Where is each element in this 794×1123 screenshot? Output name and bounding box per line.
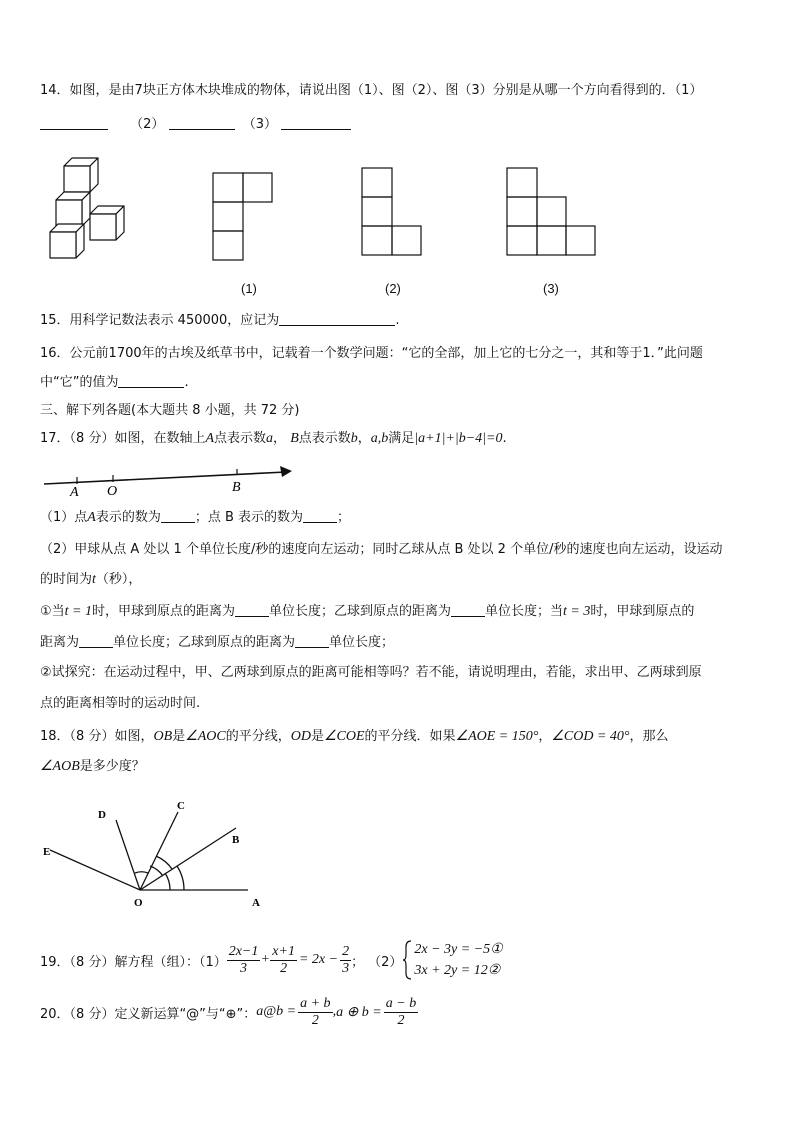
q19-frac-2-num: x+1	[272, 943, 295, 959]
q20-a: 20．（8 分）定义新运算“@”与“⊕”：	[40, 1006, 257, 1022]
q17-intro-f: 满足	[388, 431, 415, 446]
q17-var-t: t	[92, 572, 96, 587]
q18-OD: OD	[290, 729, 311, 744]
q18-g: ，那么	[629, 729, 669, 744]
q17-intro-c: ，	[273, 431, 287, 446]
q18-a: 18．（8 分）如图，	[40, 729, 154, 744]
q15-text: 15．用科学记数法表示 450000，应记为	[40, 313, 280, 328]
q19-mid: = 2x −	[298, 952, 339, 967]
q20-op1-lhs: a@b =	[256, 1004, 297, 1019]
q18-d: 是	[310, 729, 324, 744]
q19-frac-2	[270, 944, 297, 977]
angle-figure	[36, 796, 276, 914]
q20-frac-1-den: 2	[311, 1012, 319, 1028]
q17-var-A: A	[205, 431, 215, 446]
q19-frac-1	[227, 944, 261, 977]
view-1-label: (1)	[241, 281, 257, 296]
q18-f: ，	[538, 729, 552, 744]
q17-sub2-line-1: （2）甲球从点 A 处以 1 个单位长度/秒的速度向左运动；同时乙球从点 B 处以 2 个单位/秒的速度也向左运动，设运动	[40, 542, 723, 557]
q14-label-2: （2）	[130, 117, 165, 132]
q19-eq-1: 2x − 3y = −5①	[414, 942, 503, 957]
q17-blank-B[interactable]	[303, 509, 337, 523]
q18-c: 的平分线，	[225, 729, 291, 744]
q17-intro	[40, 430, 507, 448]
q17-sub1-b: 表示的数为	[95, 510, 161, 525]
arc-AOB-1	[165, 873, 170, 890]
q20-frac-1-num: a + b	[300, 995, 331, 1011]
q18-b: 是	[172, 729, 186, 744]
q17-sub1-c: ；点 B 表示的数为	[194, 510, 304, 525]
q17-c1-e: 时，甲球到原点的	[590, 604, 695, 619]
q20-frac-2-den: 2	[397, 1012, 405, 1028]
cube-stack-figure	[44, 156, 136, 260]
number-line-figure	[40, 458, 300, 500]
q19-frac-1-num: 2x−1	[228, 943, 259, 959]
q14-label-3: （3）	[242, 117, 277, 132]
view-3-figure	[506, 167, 598, 257]
q17-sub1	[40, 509, 350, 527]
view-1-figure	[212, 172, 274, 262]
q16-blank[interactable]	[118, 374, 184, 388]
q17-intro-d: 点表示数	[298, 431, 351, 446]
arc-AOB-2	[177, 866, 184, 890]
view-2-label: (2)	[385, 281, 401, 296]
ray-OD	[116, 820, 140, 890]
q19-frac-3-den: 3	[342, 960, 350, 976]
q19-line	[40, 938, 503, 982]
q16-line-1: 16．公元前1700年的古埃及纸草书中，记载着一个数学问题：“它的全部，加上它的七分之一，其和等于1．”此问题	[40, 346, 703, 361]
q15-blank[interactable]	[279, 312, 395, 326]
q18-line-2	[40, 758, 145, 776]
q17-condition: |a+1|+|b−4|=0	[414, 431, 503, 446]
q17-blank-c1-2[interactable]	[451, 603, 485, 617]
point-label-D: D	[98, 809, 106, 821]
point-label-C: C	[177, 800, 185, 812]
q18-angle-AOE: ∠AOE = 150°	[455, 729, 539, 744]
q18-line-1	[40, 728, 669, 746]
axis-label-B: B	[232, 480, 241, 495]
q20-separator: ,	[332, 1004, 337, 1019]
q19-semicolon: ；	[351, 954, 365, 970]
q18-angle-AOB: ∠AOB	[40, 759, 80, 774]
ray-OE	[50, 850, 140, 890]
q17-var-B: B	[290, 431, 299, 446]
arc-COD	[135, 872, 148, 873]
q18-h: 是多少度？	[79, 759, 145, 774]
point-label-A: A	[252, 897, 260, 909]
q20-frac-2-num: a − b	[385, 995, 417, 1011]
section-3-title: 三、解下列各题(本大题共 8 小题，共 72 分)	[40, 403, 300, 418]
axis-label-O: O	[107, 484, 118, 499]
q17-blank-c1-4[interactable]	[295, 634, 329, 648]
point-label-O: O	[134, 897, 143, 909]
q16-end: .	[184, 375, 189, 390]
q17-c1-b: 时，甲球到原点的距离为	[92, 604, 236, 619]
point-label-B: B	[232, 834, 240, 846]
q14-blank-1[interactable]	[40, 116, 108, 130]
arc-BOC-2	[156, 856, 172, 869]
q17-var-a: a	[266, 431, 274, 446]
q17-end: .	[502, 431, 507, 446]
q14-answers-line	[40, 116, 351, 134]
axis-label-A: A	[70, 485, 79, 500]
q17-sub2-a: 的时间为	[40, 572, 93, 587]
q15-end: .	[395, 313, 400, 328]
q17-c1-line-1	[40, 603, 694, 621]
q17-blank-c1-1[interactable]	[235, 603, 269, 617]
q18-angle-COE: ∠COE	[323, 729, 365, 744]
q20-line	[40, 994, 418, 1030]
q19-brace	[402, 939, 412, 981]
q19-frac-2-den: 2	[280, 960, 288, 976]
q17-c1-line2-b: 单位长度；乙球到原点的距离为	[113, 635, 296, 650]
point-label-E: E	[43, 846, 51, 858]
q19-frac-3-num: 2	[342, 943, 350, 959]
q19-frac-1-den: 3	[240, 960, 248, 976]
q17-c2-line-2: 点的距离相等时的运动时间.	[40, 696, 201, 711]
q17-c1-line2-c: 单位长度；	[329, 635, 395, 650]
q17-intro-e: ，	[357, 431, 371, 446]
q14-blank-2[interactable]	[169, 116, 235, 130]
q17-c1-line2-a: 距离为	[40, 635, 80, 650]
view-2-figure	[361, 167, 423, 257]
view-3-label: (3)	[543, 281, 559, 296]
q17-c1-a: ①当	[40, 604, 65, 619]
q20-op2-lhs: a ⊕ b =	[336, 1004, 382, 1020]
q17-var-b: b	[350, 431, 358, 446]
q17-sub1-var-A: A	[87, 510, 96, 525]
q20-frac-1	[298, 996, 332, 1029]
q16-text-2: 中“它”的值为	[40, 375, 119, 390]
number-line-axis	[44, 472, 286, 484]
q17-c1-t3: t = 3	[563, 604, 591, 619]
q14-text: 14．如图，是由7块正方体木块堆成的物体，请说出图（1）、图（2）、图（3）分别是从哪一个方向看得到的．（1）	[40, 83, 703, 98]
q19-plus: +	[261, 952, 270, 967]
q17-sub1-a: （1）点	[40, 510, 88, 525]
q17-c1-line-2	[40, 634, 394, 652]
arc-BOC-1	[150, 866, 163, 876]
q18-OB: OB	[153, 729, 173, 744]
q15-line	[40, 312, 399, 330]
q19-part-2: （2）	[368, 954, 403, 970]
q14-blank-3[interactable]	[281, 116, 351, 130]
q17-intro-b: 点表示数	[214, 431, 267, 446]
q17-c2-line-1: ②试探究：在运动过程中，甲、乙两球到原点的距离可能相等吗？若不能，请说明理由，若能，求出甲、乙两球到原	[40, 665, 702, 680]
q17-intro-a: 17．（8 分）如图，在数轴上	[40, 431, 206, 446]
q17-c1-d: 单位长度；当	[485, 604, 564, 619]
q17-c1-t1: t = 1	[64, 604, 92, 619]
q19-eq-2: 3x + 2y = 12②	[414, 963, 501, 978]
number-line-arrow	[280, 466, 292, 477]
q17-sub2-b: （秒），	[95, 572, 142, 587]
q20-frac-2	[384, 996, 418, 1029]
q19-system	[414, 939, 502, 981]
q17-blank-c1-3[interactable]	[79, 634, 113, 648]
q18-angle-AOC: ∠AOC	[185, 729, 226, 744]
q17-var-ab: a,b	[370, 431, 389, 446]
q19-frac-3	[340, 944, 351, 977]
q16-line-2	[40, 374, 189, 392]
q17-blank-A[interactable]	[161, 509, 195, 523]
q17-sub2-line-2	[40, 571, 141, 589]
q18-angle-COD: ∠COD = 40°	[551, 729, 630, 744]
q18-e: 的平分线．如果	[364, 729, 456, 744]
q19-a: 19．（8 分）解方程（组）：（1）	[40, 954, 227, 970]
q17-c1-c: 单位长度；乙球到原点的距离为	[269, 604, 452, 619]
q17-sub1-d: ；	[337, 510, 351, 525]
